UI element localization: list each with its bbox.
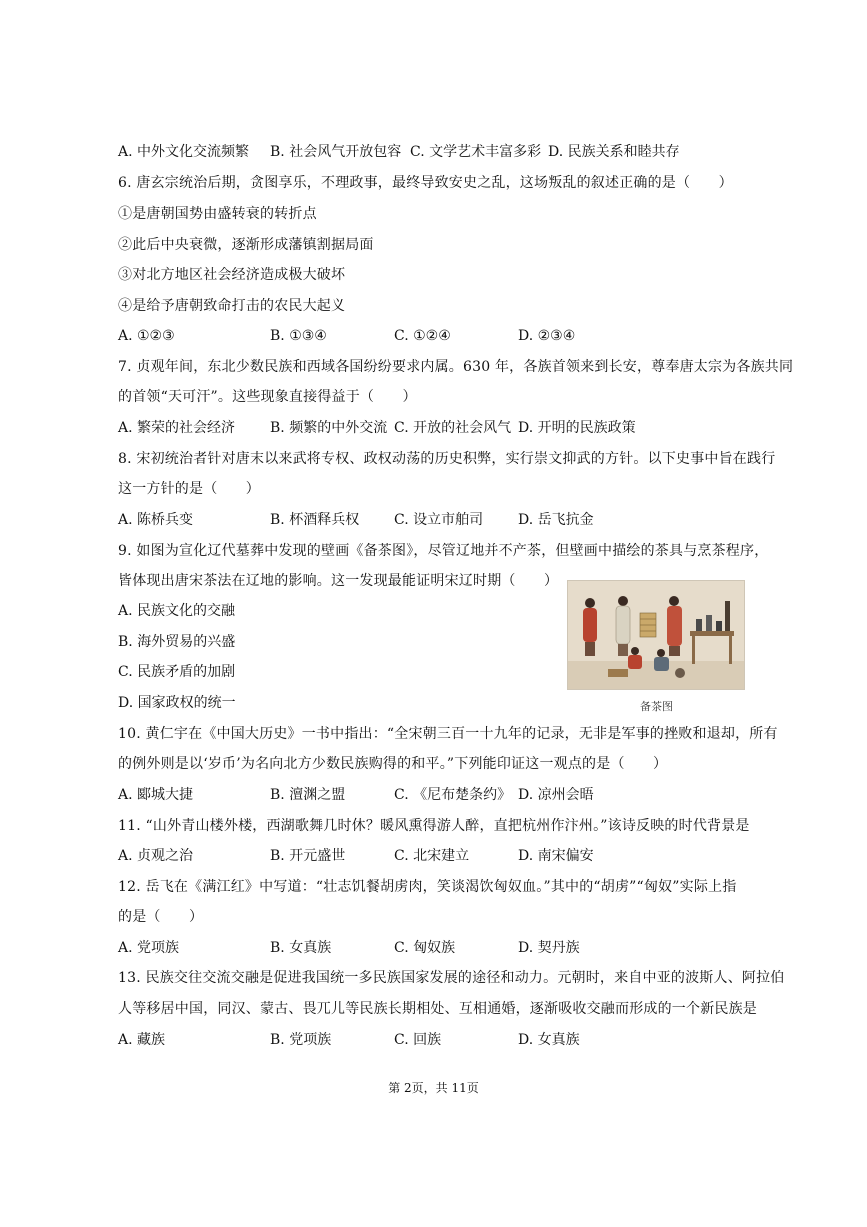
q9-option-d[interactable]: D. 国家政权的统一: [118, 695, 236, 711]
q6-stem: 6. 唐玄宗统治后期，贪图享乐，不理政事，最终导致安史之乱，这场叛乱的叙述正确的是（ ）: [118, 175, 733, 191]
q10-option-b[interactable]: B. 澶渊之盟: [270, 787, 346, 803]
q6-item-2: ②此后中央衰微，逐渐形成藩镇割据局面: [118, 237, 374, 253]
q10-stem-line1: 10. 黄仁宇在《中国大历史》一书中指出：“全宋朝三百一十九年的记录，无非是军事的挫败和退却，所有: [118, 726, 778, 742]
q9-option-a[interactable]: A. 民族文化的交融: [118, 603, 236, 619]
q8-option-d[interactable]: D. 岳飞抗金: [518, 512, 594, 528]
tea-preparation-mural-image: [567, 580, 745, 690]
q6-option-c[interactable]: C. ①②④: [394, 328, 451, 344]
q11-stem: 11. “山外青山楼外楼，西湖歌舞几时休？暖风熏得游人醉，直把杭州作汴州。”该诗反映的时代背景是: [118, 818, 750, 834]
q7-option-a[interactable]: A. 繁荣的社会经济: [118, 420, 236, 436]
q7-option-d[interactable]: D. 开明的民族政策: [518, 420, 636, 436]
q12-option-c[interactable]: C. 匈奴族: [394, 940, 456, 956]
q11-option-a[interactable]: A. 贞观之治: [118, 848, 194, 864]
q11-option-b[interactable]: B. 开元盛世: [270, 848, 346, 864]
q5-option-c[interactable]: C. 文学艺术丰富多彩: [410, 144, 542, 160]
q6-item-3: ③对北方地区社会经济造成极大破坏: [118, 267, 346, 283]
q13-stem-line2: 人等移居中国，同汉、蒙古、畏兀儿等民族长期相处、互相通婚，逐渐吸收交融而形成的一个新民族是: [118, 1001, 757, 1017]
q7-option-c[interactable]: C. 开放的社会风气: [394, 420, 512, 436]
q12-stem-line1: 12. 岳飞在《满江红》中写道：“壮志饥餐胡虏肉，笑谈渴饮匈奴血。”其中的“胡虏”“匈奴”实际上指: [118, 879, 737, 895]
q13-stem-line1: 13. 民族交往交流交融是促进我国统一多民族国家发展的途径和动力。元朝时，来自中亚的波斯人、阿拉伯: [118, 970, 785, 986]
page-footer: 第 2页，共 11页: [388, 1081, 479, 1095]
q9-stem-line2: 皆体现出唐宋茶法在辽地的影响。这一发现最能证明宋辽时期（ ）: [118, 573, 559, 589]
q12-option-d[interactable]: D. 契丹族: [518, 940, 580, 956]
q6-option-b[interactable]: B. ①③④: [270, 328, 327, 344]
q5-option-d[interactable]: D. 民族关系和睦共存: [548, 144, 680, 160]
q11-option-c[interactable]: C. 北宋建立: [394, 848, 470, 864]
q6-option-a[interactable]: A. ①②③: [118, 328, 175, 344]
q12-option-b[interactable]: B. 女真族: [270, 940, 332, 956]
q12-stem-line2: 的是（ ）: [118, 909, 204, 925]
q8-option-b[interactable]: B. 杯酒释兵权: [270, 512, 360, 528]
q10-option-c[interactable]: C. 《尼布楚条约》: [394, 787, 512, 803]
q5-option-b[interactable]: B. 社会风气开放包容: [270, 144, 402, 160]
figure-caption: 备茶图: [640, 700, 673, 713]
q6-item-4: ④是给予唐朝致命打击的农民大起义: [118, 298, 346, 314]
q8-stem-line1: 8. 宋初统治者针对唐末以来武将专权、政权动荡的历史积弊，实行崇文抑武的方针。以下史事中旨在践行: [118, 451, 776, 467]
q8-stem-line2: 这一方针的是（ ）: [118, 481, 260, 497]
q13-option-d[interactable]: D. 女真族: [518, 1032, 580, 1048]
q13-option-a[interactable]: A. 藏族: [118, 1032, 166, 1048]
q9-option-c[interactable]: C. 民族矛盾的加剧: [118, 664, 236, 680]
q10-stem-line2: 的例外则是以‘岁币’为名向北方少数民族购得的和平。”下列能印证这一观点的是（ ）: [118, 756, 668, 772]
q8-option-c[interactable]: C. 设立市舶司: [394, 512, 484, 528]
q10-option-d[interactable]: D. 凉州会晤: [518, 787, 594, 803]
q6-item-1: ①是唐朝国势由盛转衰的转折点: [118, 206, 317, 222]
q11-option-d[interactable]: D. 南宋偏安: [518, 848, 594, 864]
q13-option-c[interactable]: C. 回族: [394, 1032, 442, 1048]
q7-option-b[interactable]: B. 频繁的中外交流: [270, 420, 388, 436]
q10-option-a[interactable]: A. 郾城大捷: [118, 787, 194, 803]
q6-option-d[interactable]: D. ②③④: [518, 328, 576, 344]
q7-stem-line2: 的首领“天可汗”。这些现象直接得益于（ ）: [118, 389, 417, 405]
q13-option-b[interactable]: B. 党项族: [270, 1032, 332, 1048]
q7-stem-line1: 7. 贞观年间，东北少数民族和西域各国纷纷要求内属。630 年，各族首领来到长安，尊奉唐太宗为各族共同: [118, 359, 794, 375]
q12-option-a[interactable]: A. 党项族: [118, 940, 180, 956]
q8-option-a[interactable]: A. 陈桥兵变: [118, 512, 194, 528]
q5-option-a[interactable]: A. 中外文化交流频繁: [118, 144, 250, 160]
q9-stem-line1: 9. 如图为宣化辽代墓葬中发现的壁画《备茶图》，尽管辽地并不产茶，但壁画中描绘的茶具与烹茶程序，: [118, 543, 769, 559]
q9-option-b[interactable]: B. 海外贸易的兴盛: [118, 634, 236, 650]
